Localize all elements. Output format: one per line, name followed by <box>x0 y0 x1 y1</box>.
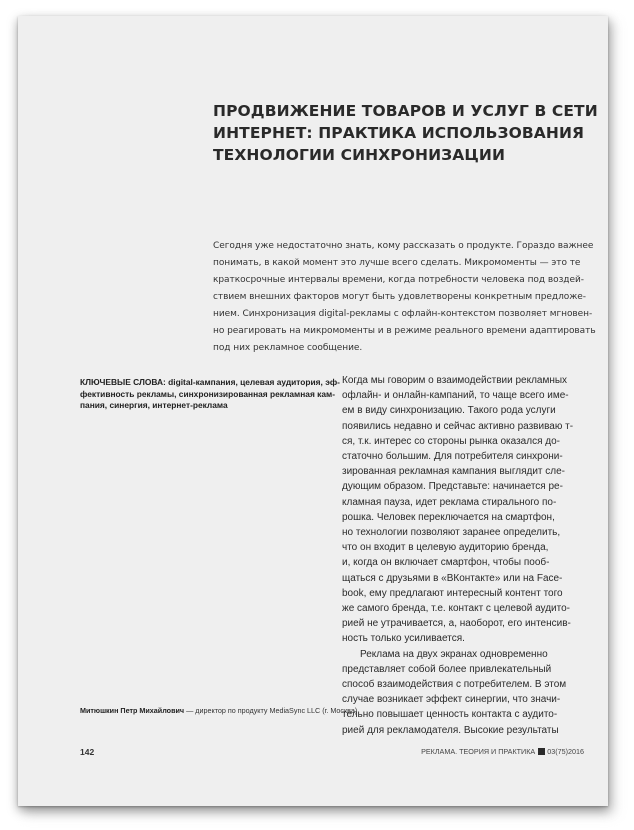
body-line: кламная пауза, идет реклама стирального по- <box>342 496 557 508</box>
article-title-line: ТЕХНОЛОГИИ СИНХРОНИЗАЦИИ <box>213 146 506 164</box>
article-title-line: ИНТЕРНЕТ: ПРАКТИКА ИСПОЛЬЗОВАНИЯ <box>213 124 585 142</box>
abstract-line: краткосрочные интервалы времени, когда потребности человека под воздей- <box>213 275 584 285</box>
body-line: способ взаимодействия с потребителем. В этом <box>342 679 567 691</box>
abstract-line: нием. Синхронизация digital-рекламы с офлайн-контекстом позволяет мгновен- <box>213 309 593 319</box>
body-line: тельно повышает ценность контакта с аудито- <box>342 709 558 721</box>
keywords-block <box>80 377 340 412</box>
abstract-line: ствием внешних факторов могут быть удовлетворены конкретным предложе- <box>213 292 586 302</box>
article-title <box>213 100 598 166</box>
body-line: появились недавно и сейчас активно развиваю т- <box>342 420 574 432</box>
article-abstract <box>213 238 596 357</box>
body-line: дующим образом. Представьте: начинается ре- <box>342 481 563 493</box>
abstract-line: Сегодня уже недостаточно знать, кому рассказать о продукте. Гораздо важнее <box>213 241 594 251</box>
author-name: Митюшкин Петр Михайлович <box>80 706 185 715</box>
page-number: 142 <box>80 747 95 757</box>
body-line: случае возникает эффект синергии, что значи- <box>342 694 561 706</box>
body-line: зированная рекламная кампания выглядит сле- <box>342 466 566 478</box>
abstract-line: понимать, в какой момент это лучше всего сделать. Микромоменты — это те <box>213 258 581 268</box>
body-line: и, когда он включает смартфон, чтобы пооб- <box>342 557 550 569</box>
abstract-line: под них рекламное сообщение. <box>213 343 363 353</box>
article-page <box>18 16 608 806</box>
journal-name: РЕКЛАМА. ТЕОРИЯ И ПРАКТИКА <box>421 747 536 756</box>
body-line: Когда мы говорим о взаимодействии рекламных <box>342 375 568 386</box>
keywords-line: фективность рекламы, синхронизированная рекламная кам- <box>80 388 336 399</box>
article-body <box>342 373 592 738</box>
body-line: ность только усиливается. <box>342 633 465 645</box>
body-line: что он входит в целевую аудиторию бренда, <box>342 542 549 554</box>
body-line: ся, т.к. интерес со стороны рынка оказался до- <box>342 435 560 447</box>
author-info <box>80 706 358 716</box>
abstract-line: но реагировать на микромоменты и в режиме реального времени адаптировать <box>213 326 596 336</box>
body-line: статочно большим. Для потребителя синхрони- <box>342 451 563 463</box>
body-line: Реклама на двух экранах одновременно <box>360 648 548 660</box>
body-line: но технологии позволяют заранее определить, <box>342 527 561 539</box>
body-line: щаться с друзьями в «ВКонтакте» или на Face- <box>342 572 563 584</box>
journal-footer <box>421 747 584 756</box>
body-line: представляет собой более привлекательный <box>342 663 552 675</box>
journal-issue: 03(75)2016 <box>547 747 584 756</box>
body-line: же самого бренда, т.е. контакт с целевой аудито- <box>342 603 570 615</box>
body-line: офлайн- и онлайн-кампаний, то чаще всего име- <box>342 390 569 402</box>
author-role: — директор по продукту MediaSync LLC (г. Москва) <box>184 706 358 715</box>
body-line: рошка. Человек переключается на смартфон, <box>342 511 555 523</box>
body-line: рией не утрачивается, а, наоборот, его интенсив- <box>342 618 571 630</box>
body-line: book, ему предлагают интересный контент того <box>342 587 563 599</box>
square-separator-icon <box>538 748 545 755</box>
body-line: ем в виду синхронизацию. Такого рода услуги <box>342 405 556 417</box>
body-line: рией для рекламодателя. Высокие результаты <box>342 724 559 736</box>
article-title-line: ПРОДВИЖЕНИЕ ТОВАРОВ И УСЛУГ В СЕТИ <box>213 102 598 120</box>
keywords-line: пания, синергия, интернет-реклама <box>80 400 228 410</box>
keywords-line: КЛЮЧЕВЫЕ СЛОВА: digital-кампания, целевая аудитория, эф- <box>80 377 340 387</box>
